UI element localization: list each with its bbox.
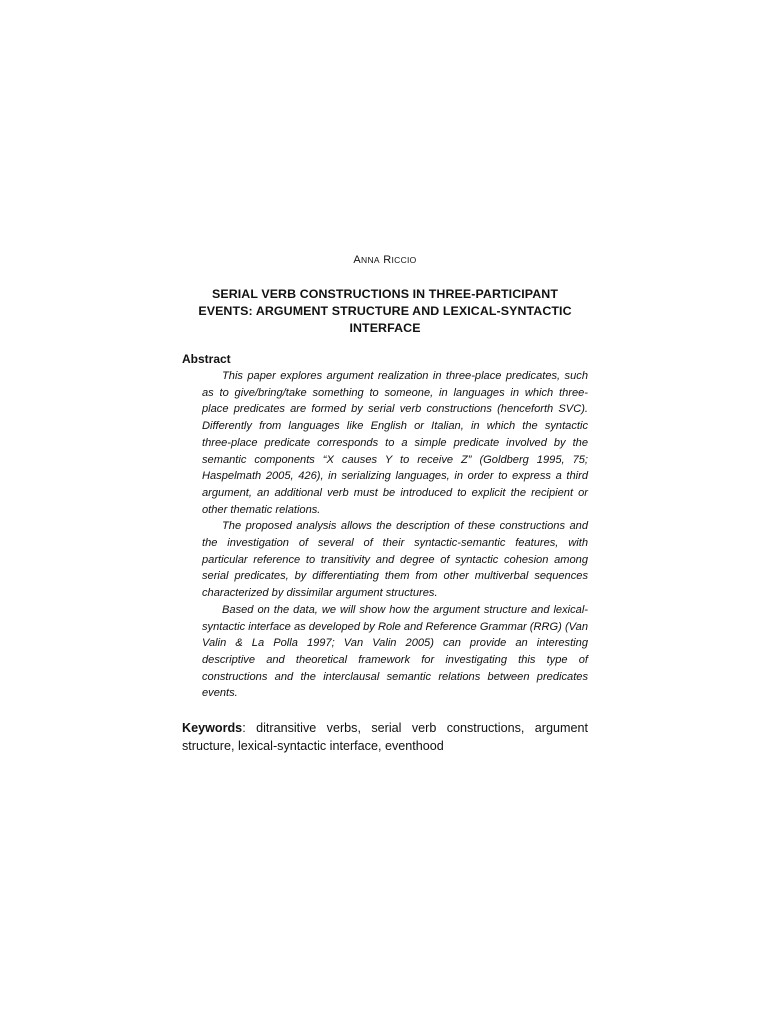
author-last-initial: R [383,254,392,266]
paper-page [182,253,588,755]
abstract-line: Based on the data, we will show how the argument structure and lexical- [222,603,588,616]
keywords-text: : ditransitive verbs, serial verb constructions, argument [242,721,588,736]
abstract-body [182,368,588,702]
title-line: INTERFACE [349,321,421,335]
abstract-line: the investigation of several of their syntactic-semantic features, with [202,537,588,550]
author-first-rest: NNA [361,255,380,265]
author-name [182,253,588,267]
keywords-label: Keywords [182,721,243,736]
keywords-line: structure, lexical-syntactic interface, eventhood [182,739,444,754]
abstract-line: place predicates are formed by serial verb constructions (henceforth SVC). [202,403,588,416]
abstract-line: Haspelmath 2005, 426), in serializing languages, in order to express a third [202,470,588,483]
abstract-line: serial predicates, by differentiating them from other multiverbal sequences [202,570,588,583]
abstract-paragraph [182,368,588,518]
author-first-initial: A [353,254,362,266]
abstract-line: semantic components “X causes Y to receive Z” (Goldberg 1995, 75; [202,453,588,466]
abstract-line: The proposed analysis allows the description of these constructions and [222,520,588,533]
abstract-paragraph [182,518,588,602]
keywords-line [182,719,588,737]
abstract-paragraph [182,602,588,702]
abstract-line: events. [202,687,238,700]
abstract-line: This paper explores argument realization in three-place predicates, such [222,370,588,382]
title-line: EVENTS: ARGUMENT STRUCTURE AND LEXICAL-SYNTACTIC [198,304,572,318]
paper-title [182,286,588,337]
abstract-heading: Abstract [182,352,231,366]
abstract-line: characterized by dissimilar argument structures. [202,587,438,600]
abstract-line: argument, an additional verb must be introduced to explicit the recipient or [202,486,588,499]
abstract-line: particular reference to transitivity and degree of syntactic cohesion among [202,553,588,566]
abstract-line: three-place predicate corresponds to a simple predicate involved by the [202,436,588,449]
author-last-rest: ICCIO [391,255,417,265]
abstract-line: as to give/bring/take something to someone, in languages in which three- [202,386,588,399]
abstract-line: syntactic interface as developed by Role and Reference Grammar (RRG) (Van [202,620,588,633]
abstract-line: constructions and the interclausal semantic relations between predicates [202,670,588,683]
keywords-section [182,719,588,755]
abstract-line: Differently from languages like English or Italian, in which the syntactic [202,420,588,433]
abstract-line: Valin & La Polla 1997; Van Valin 2005) can provide an interesting [202,637,588,650]
abstract-line: descriptive and theoretical framework for investigating this type of [202,653,588,666]
title-line: SERIAL VERB CONSTRUCTIONS IN THREE-PARTICIPANT [211,287,559,301]
abstract-line: other thematic relations. [202,503,321,516]
